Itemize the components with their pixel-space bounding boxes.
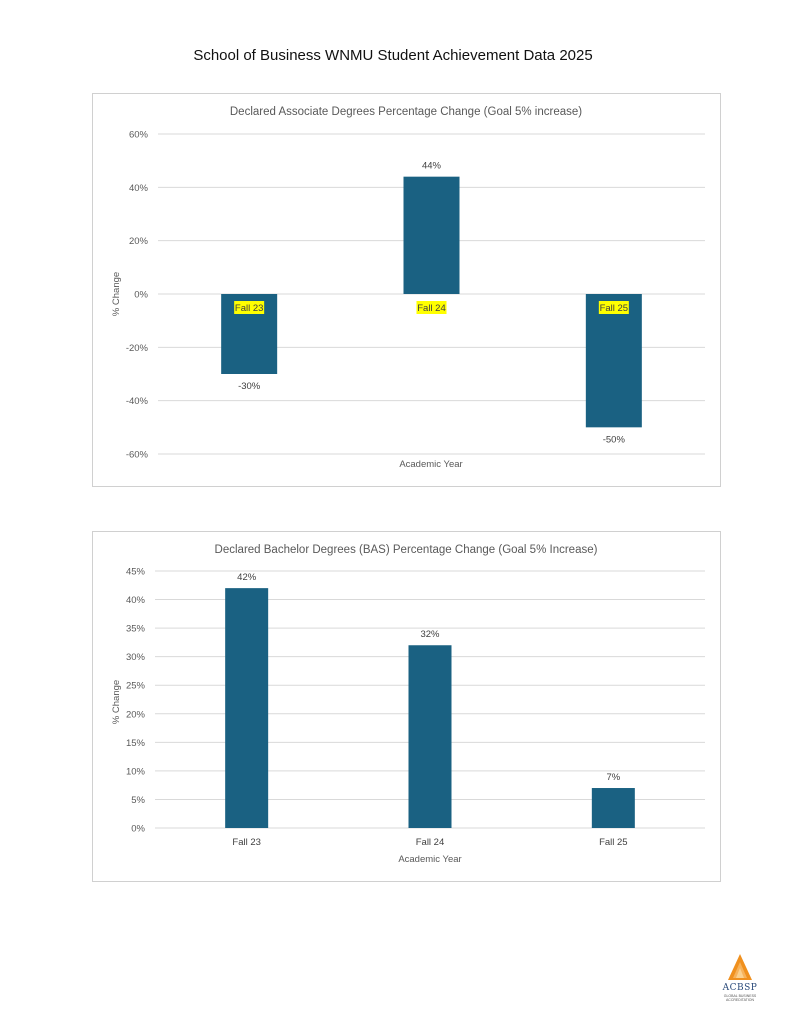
data-label: 42% <box>237 572 257 584</box>
y-tick-label: -20% <box>125 342 148 354</box>
y-tick-label: 20% <box>125 709 145 721</box>
x-tick-label: Fall 25 <box>599 303 629 314</box>
y-tick-label: 5% <box>131 794 145 806</box>
y-tick-label: 30% <box>125 652 145 664</box>
bachelor-chart-svg <box>93 532 720 881</box>
data-label: 44% <box>421 160 442 172</box>
logo-subtitle: GLOBAL BUSINESS ACCREDITATION <box>723 994 757 1002</box>
data-label: -30% <box>238 381 261 392</box>
y-axis-title: % Change <box>111 679 122 725</box>
bachelor-degrees-chart <box>92 531 721 882</box>
y-tick-label: -60% <box>125 449 148 461</box>
y-tick-label: 15% <box>125 737 145 749</box>
associate-chart-svg <box>93 94 720 486</box>
data-label: 7% <box>606 772 621 784</box>
y-tick-label: 10% <box>125 766 145 778</box>
y-tick-label: 25% <box>125 680 145 692</box>
y-tick-label: 0% <box>134 289 148 301</box>
logo-name: ACBSP <box>722 983 758 993</box>
y-tick-label: 35% <box>125 623 145 635</box>
chart-title: Declared Associate Degrees Percentage Change (Goal 5% increase) <box>229 106 583 118</box>
x-tick-label: Fall 24 <box>415 837 445 848</box>
data-label: -50% <box>602 434 625 446</box>
bar-fall-25 <box>592 788 635 828</box>
x-tick-label: Fall 24 <box>417 303 446 314</box>
chart-title: Declared Bachelor Degrees (BAS) Percentage Change (Goal 5% Increase) <box>214 544 598 556</box>
bar-fall-24 <box>404 177 460 294</box>
y-axis-title: % Change <box>111 271 122 317</box>
y-tick-label: 0% <box>131 823 145 835</box>
associate-degrees-chart <box>92 93 721 487</box>
x-tick-label: Fall 23 <box>234 303 264 314</box>
page-title: School of Business WNMU Student Achievement Data 2025 <box>193 47 593 64</box>
x-axis-title: Academic Year <box>399 459 463 470</box>
data-label: 32% <box>420 629 440 641</box>
bar-fall-23 <box>225 588 268 828</box>
y-tick-label: -40% <box>125 396 148 408</box>
y-tick-label: 40% <box>128 182 148 194</box>
x-axis-title: Academic Year <box>398 854 462 865</box>
y-tick-label: 60% <box>128 129 148 141</box>
bar-fall-24 <box>409 645 452 828</box>
x-tick-label: Fall 23 <box>232 837 261 848</box>
x-tick-label: Fall 25 <box>599 837 628 848</box>
y-tick-label: 20% <box>128 236 148 248</box>
y-tick-label: 40% <box>125 595 145 607</box>
y-tick-label: 45% <box>125 566 145 578</box>
